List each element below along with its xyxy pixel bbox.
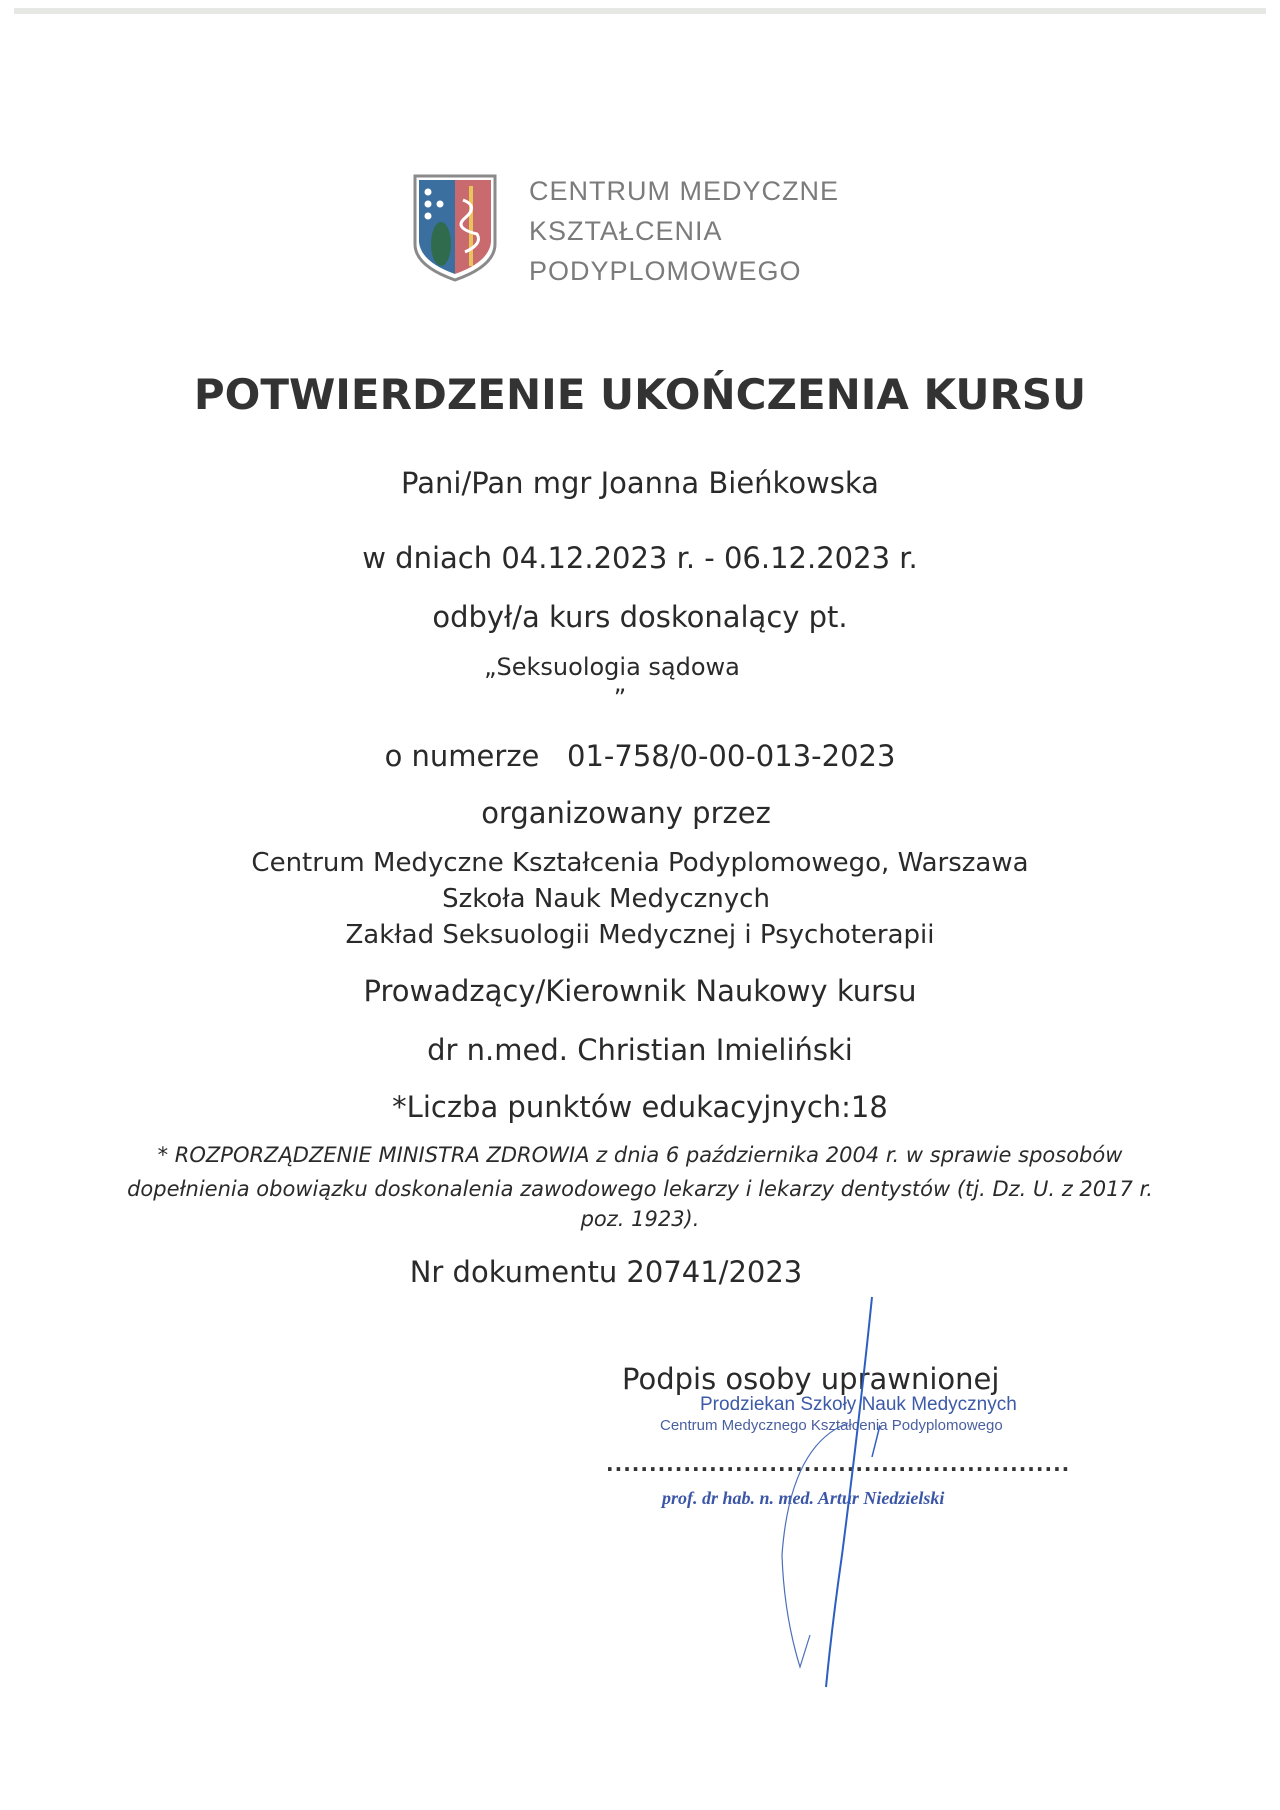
handwritten-signature — [760, 1295, 880, 1695]
course-title-quote: ” — [613, 684, 627, 712]
scan-edge — [14, 8, 1266, 14]
course-intro: odbył/a kurs doskonalący pt. — [432, 600, 848, 634]
footnote-line: * ROZPORZĄDZENIE MINISTRA ZDROWIA z dnia 6 października 2004 r. w sprawie sposobów — [157, 1143, 1123, 1167]
organizer-line: Centrum Medyczne Kształcenia Podyplomowego, Warszawa — [251, 848, 1029, 878]
stamp-line: Prodziekan Szkoły Nauk Medycznych — [700, 1394, 1017, 1415]
logo-text-line: CENTRUM MEDYCZNE — [529, 176, 839, 206]
signature-label: Podpis osoby uprawnionej — [622, 1362, 1000, 1396]
logo-text-line: PODYPLOMOWEGO — [529, 256, 802, 286]
course-leader: dr n.med. Christian Imieliński — [427, 1033, 853, 1067]
footnote-line: dopełnienia obowiązku doskonalenia zawodowego lekarzy i lekarzy dentystów (tj. Dz. U. z 2017 r. — [127, 1177, 1153, 1201]
signature-dots: ...................................................... — [606, 1452, 1071, 1476]
stamp-line: Centrum Medycznego Kształcenia Podyplomowego — [660, 1417, 1003, 1434]
shield-logo-icon — [413, 174, 497, 282]
organizer-line: Zakład Seksuologii Medycznej i Psychoterapii — [345, 920, 935, 950]
organizer-line: Szkoła Nauk Medycznych — [442, 884, 770, 914]
footnote-line: poz. 1923). — [580, 1207, 700, 1231]
recipient: Pani/Pan mgr Joanna Bieńkowska — [401, 466, 879, 500]
education-points: *Liczba punktów edukacyjnych:18 — [392, 1090, 888, 1124]
course-number: o numerze 01-758/0-00-013-2023 — [384, 739, 896, 773]
document-number: Nr dokumentu 20741/2023 — [409, 1255, 803, 1289]
course-title: „Seksuologia sądowa — [484, 653, 740, 681]
signatory-name: prof. dr hab. n. med. Artur Niedzielski — [662, 1488, 945, 1508]
logo-text-line: KSZTAŁCENIA — [529, 216, 723, 246]
leader-label: Prowadzący/Kierownik Naukowy kursu — [363, 974, 917, 1008]
organized-by: organizowany przez — [481, 796, 771, 830]
course-dates: w dniach 04.12.2023 r. - 06.12.2023 r. — [362, 541, 918, 575]
document-title: POTWIERDZENIE UKOŃCZENIA KURSU — [193, 370, 1087, 419]
